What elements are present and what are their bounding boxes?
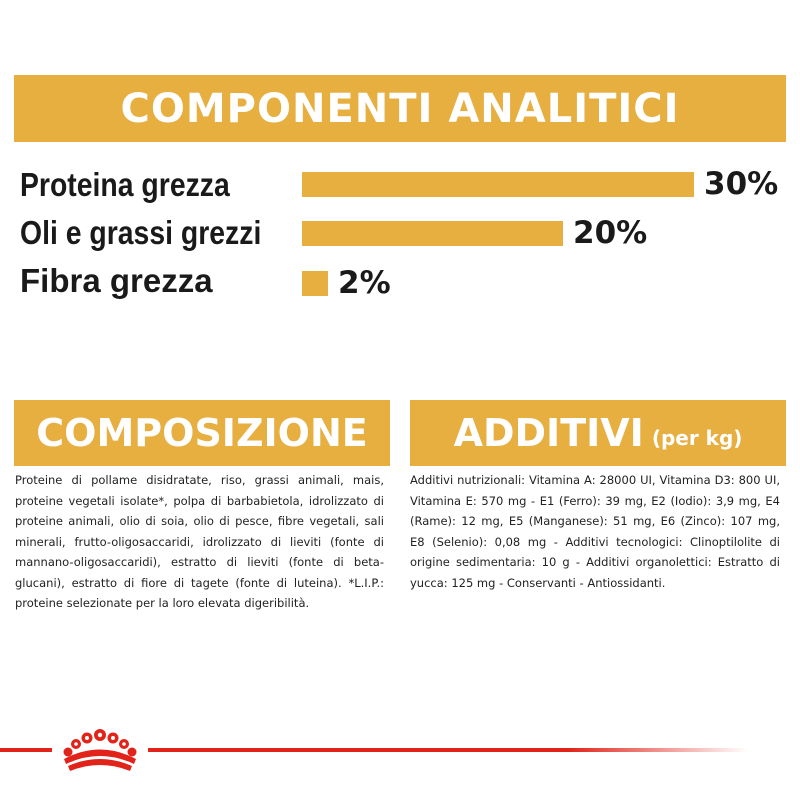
additives-banner	[410, 400, 786, 466]
fat-bar	[302, 221, 563, 246]
composition-text: Proteine di pollame disidratate, riso, grassi animali, mais, proteine vegetali isolate*, polpa di barbabietola, idrolizzato di proteine animali, olio di soia, olio di pesce, fibre vegetali, sali minerali, frutto-oligosaccaridi, idrolizzato di lieviti (fonte di mannano-oligosaccaridi), estratto di lieviti (fonte di beta-glucani), estratto di fiore di tagete (fonte di luteina). *L.I.P.: proteine selezionate per la loro elevata digeribilità.	[15, 473, 384, 610]
fiber-label: Fibra grezza	[20, 262, 213, 299]
footer-line-left	[0, 748, 52, 752]
protein-label: Proteina grezza	[20, 166, 230, 203]
additives-text: Additivi nutrizionali: Vitamina A: 28000 UI, Vitamina D3: 800 UI, Vitamina E: 570 mg - E1 (Ferro): 39 mg, E2 (Iodio): 3,9 mg, E4 (Rame): 12 mg, E5 (Manganese): 51 mg, E6 (Zinco): 107 mg, E8 (Selenio): 0,08 mg - Additivi tecnologici: Clinoptilolite di origine sedimentaria: 10 g - Additivi organolettici: Estratto di yucca: 125 mg - Conservanti - Antiossidanti.	[410, 473, 780, 590]
analytical-components-title: COMPONENTI ANALITICI	[120, 85, 680, 132]
composition-title: COMPOSIZIONE	[36, 411, 368, 455]
fat-value: 20%	[573, 215, 648, 251]
composition-banner	[14, 400, 390, 466]
fiber-value: 2%	[338, 265, 391, 301]
footer-line-right	[148, 748, 748, 752]
protein-value: 30%	[704, 166, 779, 202]
fiber-bar	[302, 271, 328, 296]
royal-canin-crown-icon	[58, 726, 142, 778]
additives-subtitle: (per kg)	[651, 426, 743, 450]
analytical-components-banner	[14, 75, 786, 142]
protein-bar	[302, 172, 694, 197]
fat-label: Oli e grassi grezzi	[20, 214, 262, 251]
additives-title: ADDITIVI	[453, 411, 644, 455]
